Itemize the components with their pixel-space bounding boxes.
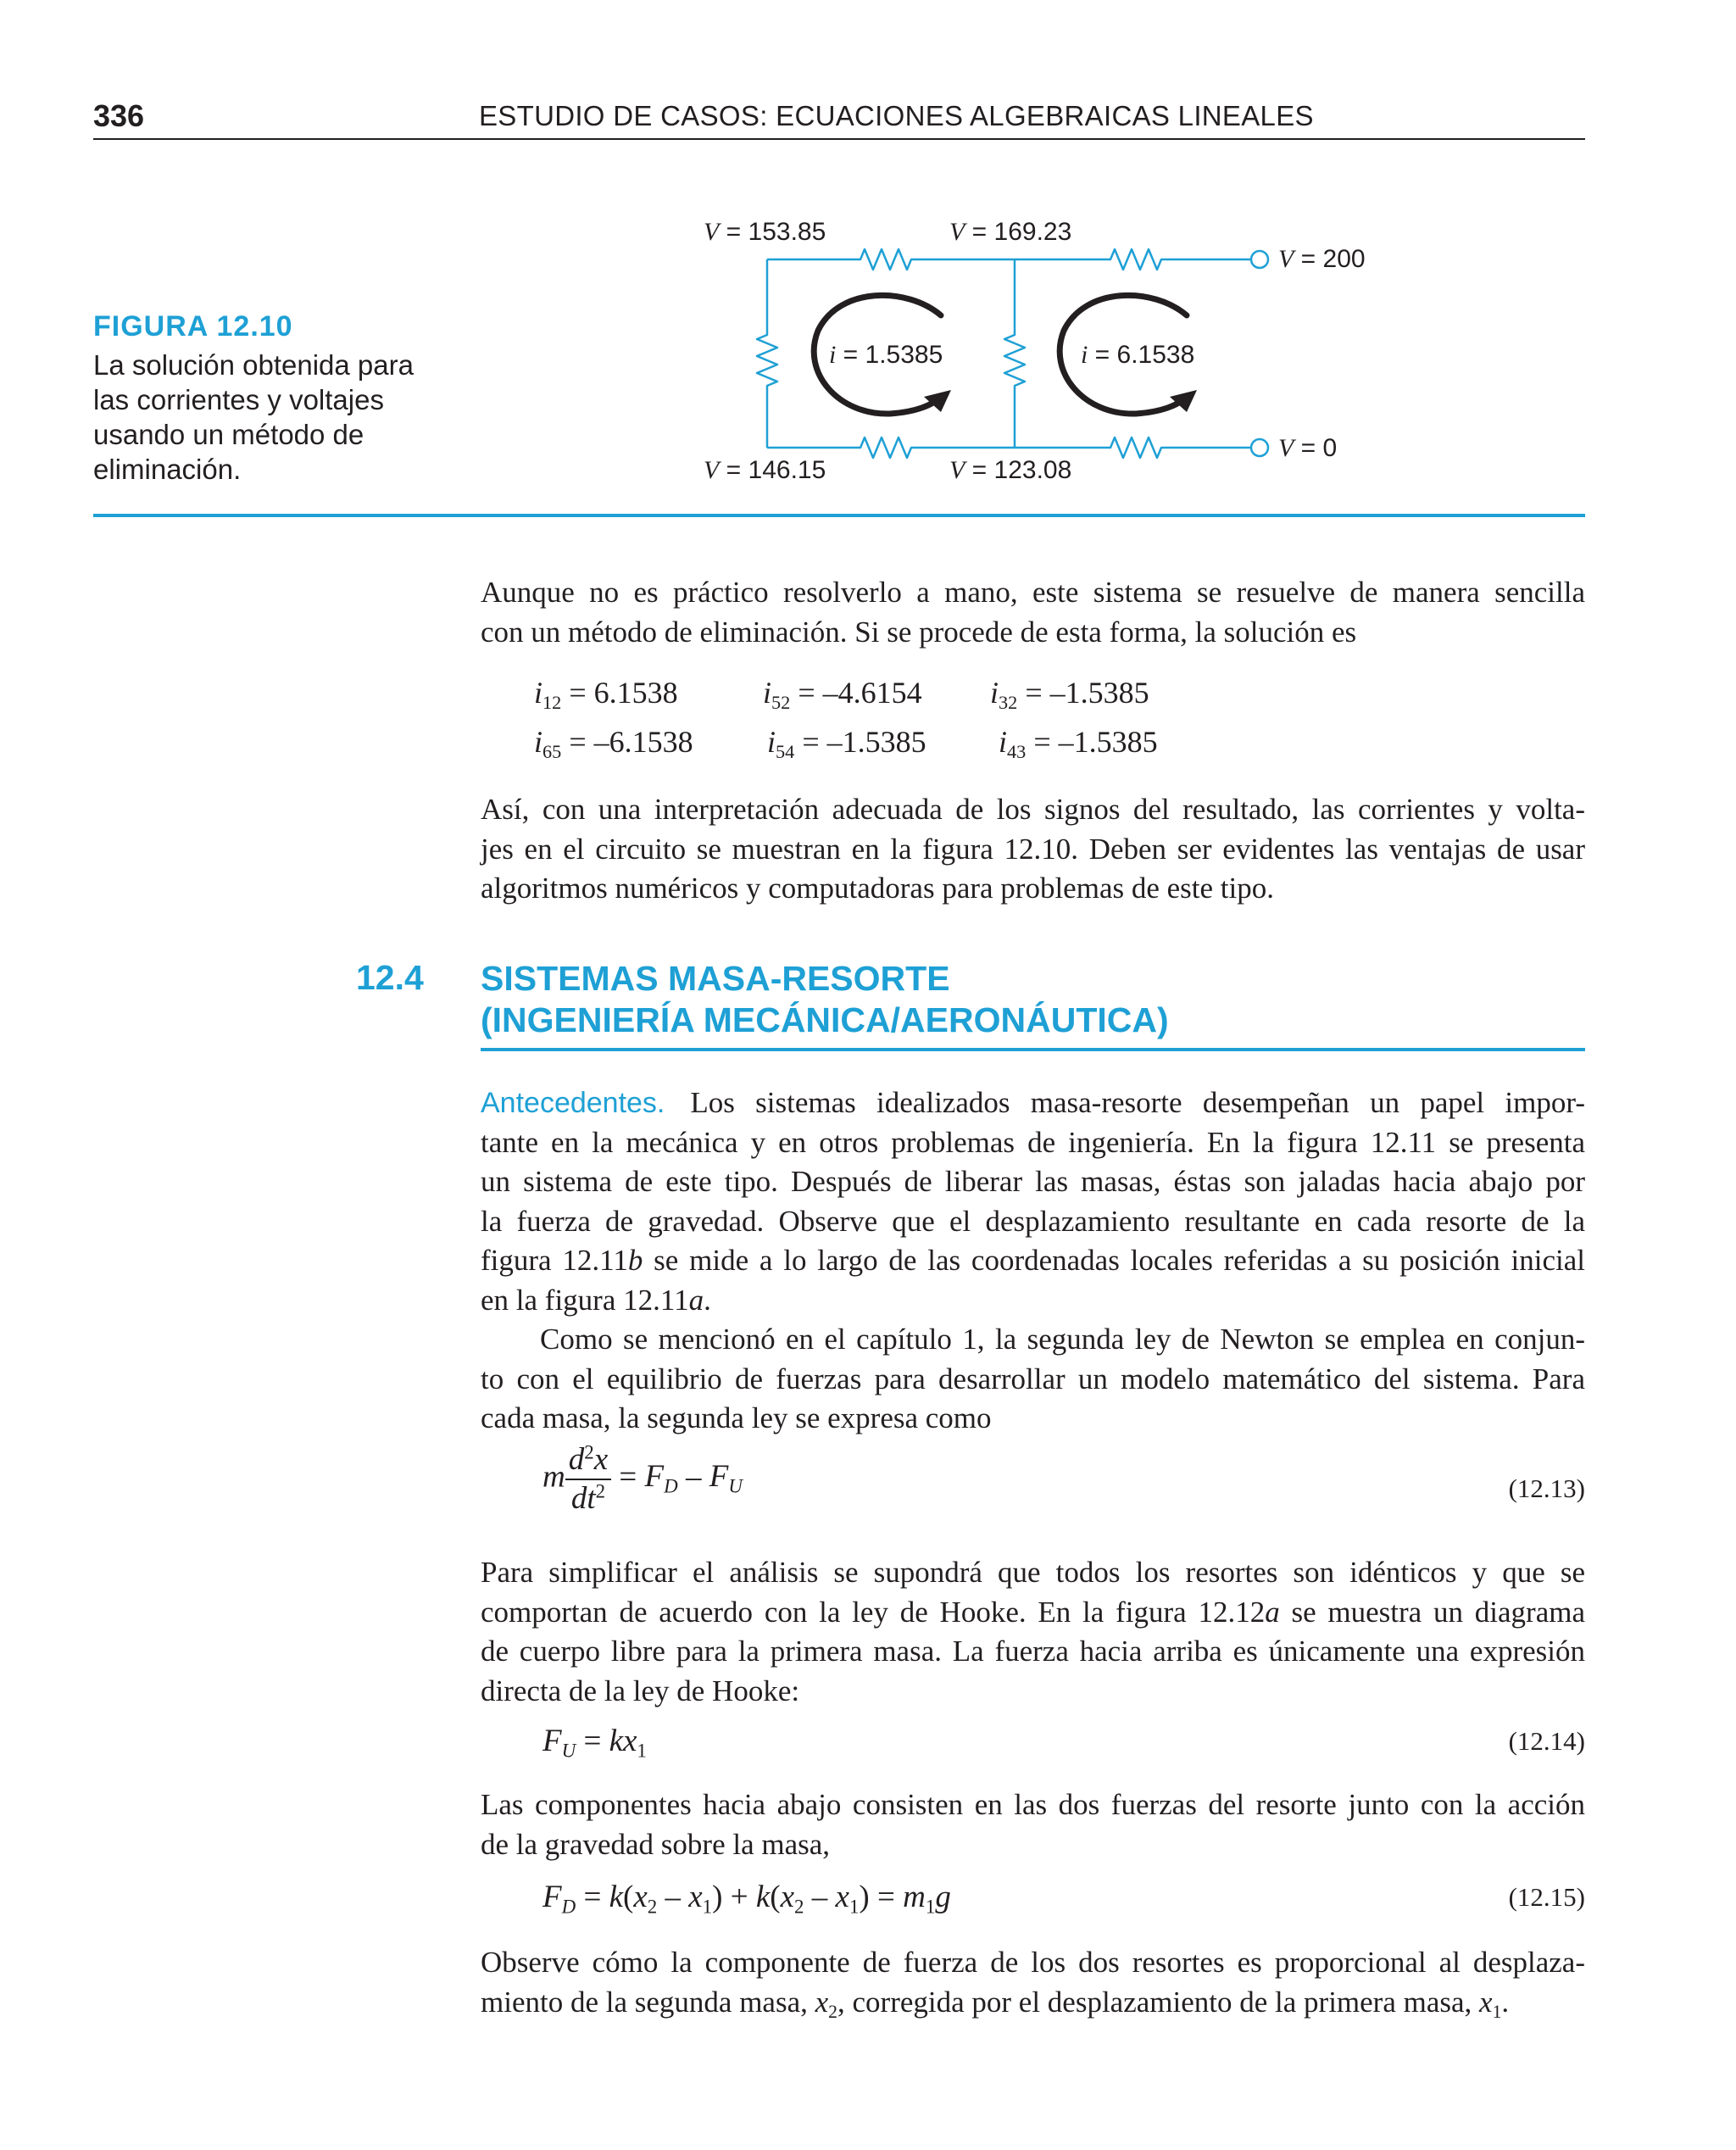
circuit-diagram [0, 0, 1736, 526]
solution-i52: $i_{52} = -4.6154$ [763, 676, 922, 714]
text-line: to con el equilibrio de fuerzas para desarrollar un modelo matemático del sistema. Para [481, 1362, 1585, 1395]
text-line: algoritmos numéricos y computadoras para problemas de este tipo. [481, 872, 1274, 905]
text-line: figura 12.11b se mide a lo largo de las coordenadas locales referidas a su posición inicial [481, 1244, 1585, 1277]
paragraph-observe [481, 1943, 1585, 2022]
solution-i54: $i_{54} = -1.5385$ [767, 725, 926, 763]
solution-i32: $i_{32} = -1.5385$ [990, 676, 1149, 714]
wire-middle [1004, 259, 1025, 448]
text-line: Así, con una interpretación adecuada de los signos del resultado, las corrientes y volta- [481, 793, 1585, 826]
equation-12-15: $F_D = k(x_2 - x_1) + k(x_2 - x_1) = m_1g$ [542, 1880, 951, 1918]
solution-i12: $i_{12} = 6.1538$ [534, 676, 678, 714]
current-label-left: i = 1.5385 [829, 341, 943, 369]
text-line: Aunque no es práctico resolverlo a mano, este sistema se resuelve de manera sencilla [481, 576, 1585, 609]
voltage-label-bottom-left: V = 146.15 [704, 456, 826, 484]
current-label-right: i = 6.1538 [1081, 341, 1195, 369]
paragraph-antecedentes [481, 1083, 1585, 1439]
caption-line: eliminación. [93, 454, 242, 485]
text-line: Antecedentes. Los sistemas idealizados masa-resorte desempeñan un papel impor- [481, 1086, 1585, 1119]
paragraph-solution-intro [481, 573, 1585, 652]
caption-line: las corrientes y voltajes [93, 384, 384, 415]
running-title: ESTUDIO DE CASOS: ECUACIONES ALGEBRAICAS LINEALES [479, 100, 1314, 131]
text-line: la fuerza de gravedad. Observe que el desplazamiento resultante en cada resorte de la [481, 1204, 1585, 1238]
section-title-line: (INGENIERÍA MECÁNICA/AERONÁUTICA) [481, 1000, 1169, 1039]
equation-12-13: m $\frac{d^2x}{dt^2}$ = $F_D - F_U$ [542, 1441, 743, 1516]
section-rule [481, 1048, 1585, 1051]
paragraph-hooke [481, 1553, 1585, 1711]
text-line: con un método de eliminación. Si se procede de esta forma, la solución es [481, 615, 1357, 649]
section-number: 12.4 [356, 958, 424, 997]
wire-left [757, 259, 777, 448]
text-line: de la gravedad sobre la masa, [481, 1827, 831, 1861]
section-title-line: SISTEMAS MASA-RESORTE [481, 959, 950, 998]
wire-top [767, 249, 1251, 270]
text-line: tante en la mecánica y en otros problemas de ingeniería. En la figura 12.11 se presenta [481, 1125, 1585, 1159]
text-line: Las componentes hacia abajo consisten en las dos fuerzas del resorte junto con la acción [481, 1788, 1585, 1821]
runin-heading: Antecedentes. [481, 1087, 665, 1119]
solution-i65: $i_{65} = -6.1538$ [534, 725, 693, 763]
figure-label: FIGURA 12.10 [93, 310, 293, 343]
paragraph-downward [481, 1785, 1585, 1864]
section-title [481, 958, 1169, 1041]
wire-bottom [767, 437, 1251, 458]
equation-number: (12.13) [1508, 1473, 1585, 1503]
text-line: en la figura 12.11a. [481, 1283, 711, 1317]
solution-i43: $i_{43} = -1.5385$ [999, 725, 1158, 763]
page-number: 336 [93, 98, 145, 133]
caption-line: usando un método de [93, 419, 364, 450]
figure-rule [93, 514, 1585, 517]
text-line: comportan de acuerdo con la ley de Hooke. En la figura 12.12a se muestra un diagrama [481, 1595, 1585, 1629]
equation-12-14: $F_U = kx_1$ [542, 1724, 647, 1762]
caption-line: La solución obtenida para [93, 349, 414, 381]
text-line: Como se mencionó en el capítulo 1, la segunda ley de Newton se emplea en conjun- [540, 1323, 1585, 1356]
voltage-label-top-left: V = 153.85 [704, 218, 826, 246]
text-line: Observe cómo la componente de fuerza de los dos resortes es proporcional al desplaza- [481, 1946, 1585, 1979]
text-line: un sistema de este tipo. Después de liberar las masas, éstas son jaladas hacia abajo por [481, 1165, 1585, 1198]
terminal-source [1251, 251, 1268, 268]
voltage-label-bottom-middle: V = 123.08 [949, 456, 1072, 484]
voltage-label-ground: V = 0 [1278, 434, 1338, 462]
equation-number: (12.14) [1508, 1726, 1585, 1756]
terminal-ground [1251, 439, 1268, 456]
text-line: Para simplificar el análisis se supondrá que todos los resortes son idénticos y que se [481, 1556, 1585, 1589]
text-line: cada masa, la segunda ley se expresa como [481, 1401, 992, 1434]
text-line: directa de la ley de Hooke: [481, 1674, 800, 1707]
text-line: miento de la segunda masa, $x_2$, corregida por el desplazamiento de la primera masa, $x_1$. [481, 1985, 1510, 2022]
paragraph-interpretation [481, 790, 1585, 909]
equation-number: (12.15) [1508, 1882, 1585, 1912]
voltage-label-source: V = 200 [1278, 245, 1366, 273]
text-line: de cuerpo libre para la primera masa. La fuerza hacia arriba es únicamente una expresión [481, 1635, 1585, 1668]
text-line: jes en el circuito se muestran en la figura 12.10. Deben ser evidentes las ventajas de usar [481, 832, 1585, 866]
voltage-label-top-middle: V = 169.23 [949, 218, 1072, 246]
